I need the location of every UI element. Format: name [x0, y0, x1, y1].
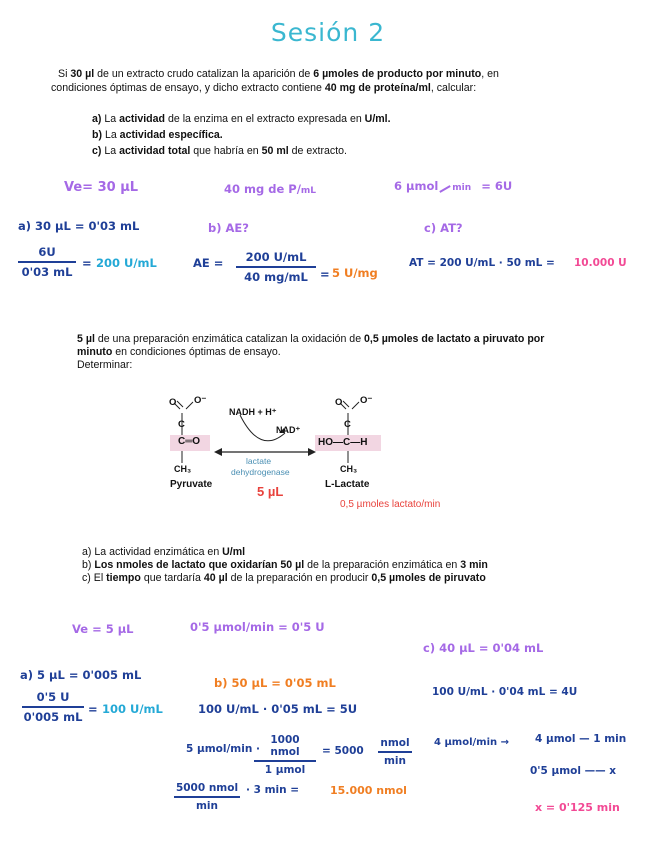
arrow-head-icon: [308, 448, 316, 456]
arrow-head-icon: [214, 448, 222, 456]
hw2-c-line2-a: 4 µmol/min →: [434, 737, 509, 748]
hw1-fraction-a: 6U 0'03 mL: [18, 245, 76, 279]
hw2-b-line3-mid: · 3 min =: [246, 784, 300, 796]
hw1-a-result: 200 U/mL: [96, 256, 157, 270]
hw2-a-result: 100 U/mL: [102, 702, 163, 716]
enzyme-label-1: lactate: [246, 456, 272, 466]
hw2-b-line2-a: 5 µmol/min ·: [186, 743, 260, 755]
page-title: Sesión 2: [270, 18, 386, 47]
problem2-question-a: a) La actividad enzimática en U/ml: [82, 546, 246, 558]
hw2-b-line2-eq: = 5000: [322, 745, 364, 757]
pyruvate-ch3: CH₃: [174, 464, 192, 474]
bond: [177, 401, 183, 407]
hw1-answer-a-head: a) 30 µL = 0'03 mL: [18, 219, 140, 233]
hw2-c-result: x = 0'125 min: [535, 801, 620, 814]
problem1-line1: Si 30 µl de un extracto crudo catalizan la aparición de 6 µmoles de producto por minuto, en: [58, 68, 499, 80]
hw2-b-line1: 100 U/mL · 0'05 mL = 5U: [198, 702, 358, 716]
problem2-line1: 5 µl de una preparación enzimática catalizan la oxidación de 0,5 µmoles de lactato a piruvato por: [77, 333, 545, 345]
hw1-protein: 40 mg de P/mL: [224, 182, 317, 196]
hw2-a-head: a) 5 µL = 0'005 mL: [20, 668, 142, 682]
lactate-label: L-Lactate: [325, 479, 370, 490]
hw2-fraction-a: 0'5 U 0'005 mL: [23, 690, 83, 724]
lactate-c-top: C: [344, 419, 351, 430]
problem2-line3: Determinar:: [77, 359, 133, 371]
pyruvate-o-minus: O⁻: [194, 395, 207, 406]
hw1-at-result: 10.000 U: [574, 257, 627, 269]
lactate-hydroxyl: HO—C—H: [318, 437, 368, 448]
problem1-line2: condiciones óptimas de ensayo, y dicho extracto contiene 40 mg de proteína/ml, calcular:: [51, 82, 477, 94]
hw2-b-conversion: 1000 nmol 1 µmol: [254, 734, 316, 776]
hw1-a-equals: =: [82, 256, 92, 270]
hw2-a-equals: =: [88, 702, 98, 716]
lactate-ch3: CH₃: [340, 464, 358, 474]
hw1-answer-c-head: c) AT?: [424, 221, 463, 235]
problem2-question-c: c) El tiempo que tardaría 40 µl de la preparación en producir 0,5 µmoles de piruvato: [82, 572, 486, 584]
pyruvate-carbonyl: C═O: [178, 436, 201, 447]
hw2-b-line3-frac: 5000 nmol min: [175, 782, 239, 812]
hw2-c-head: c) 40 µL = 0'04 mL: [423, 641, 544, 655]
problem2-question-b: b) Los nmoles de lactato que oxidarían 50 µl de la preparación enzimática en 3 min: [82, 559, 488, 571]
hw1-volume: Ve= 30 µL: [64, 180, 139, 195]
hw1-rate: 6 µmol min = 6U: [394, 179, 513, 193]
bond: [343, 401, 349, 407]
bond: [186, 402, 193, 409]
hw1-answer-b-head: b) AE?: [208, 221, 249, 235]
lactate-o-minus: O⁻: [360, 395, 373, 406]
hw2-rate: 0'5 µmol/min = 0'5 U: [190, 620, 325, 634]
hw2-b-head: b) 50 µL = 0'05 mL: [214, 676, 336, 690]
problem1-question-b: b) La actividad específica.: [92, 129, 223, 141]
problem1-question-a: a) La actividad de la enzima en el extracto expresada en U/ml.: [92, 113, 391, 125]
problem1-question-c: c) La actividad total que habría en 50 ml de extracto.: [92, 145, 347, 157]
lactate-o-left: O: [335, 397, 343, 408]
hw2-c-line3: 0'5 µmol —— x: [530, 765, 617, 777]
problem2-line2: minuto en condiciones óptimas de ensayo.: [77, 346, 281, 358]
hw2-b-unit: nmol min: [378, 737, 412, 767]
nadh-label: NADH + H⁺: [229, 407, 277, 417]
hw2-c-line1: 100 U/mL · 0'04 mL = 4U: [432, 686, 578, 698]
hw2-b-line3-result: 15.000 nmol: [330, 784, 407, 797]
pyruvate-c-top: C: [178, 419, 185, 430]
bond: [352, 402, 359, 409]
hw1-b-equals: =: [320, 267, 330, 281]
nad-label: NAD⁺: [276, 425, 301, 435]
hw1-at-expr: AT = 200 U/mL · 50 mL =: [409, 257, 555, 269]
rate-label: 0,5 µmoles lactato/min: [340, 499, 441, 510]
hw2-volume: Ve = 5 µL: [72, 622, 134, 636]
hw1-fraction-b: 200 U/mL 40 mg/mL: [236, 250, 316, 284]
pyruvate-o-left: O: [169, 397, 177, 408]
pyruvate-label: Pyruvate: [170, 479, 213, 490]
enzyme-label-2: dehydrogenase: [231, 467, 290, 477]
hw1-b-result: 5 U/mg: [332, 266, 378, 280]
volume-label: 5 µL: [257, 484, 284, 499]
hw2-c-line2-b: 4 µmol — 1 min: [535, 733, 627, 745]
hw1-ae-label: AE =: [193, 256, 224, 270]
